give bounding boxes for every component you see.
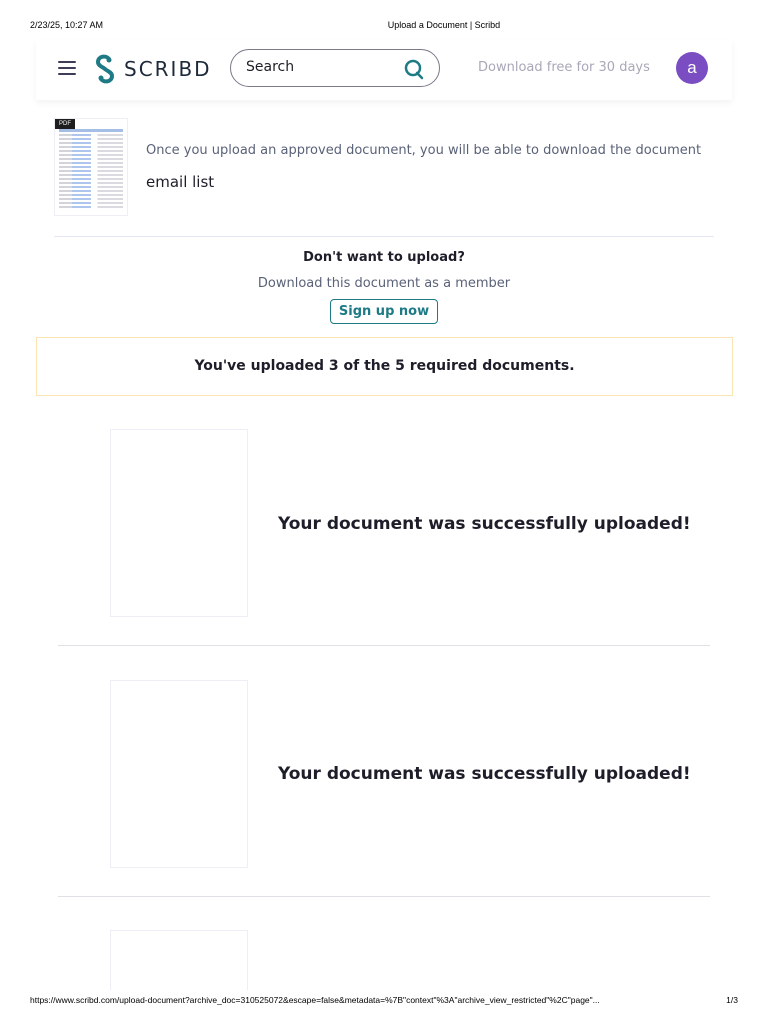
print-header: [0, 20, 768, 32]
member-prompt: [0, 250, 768, 324]
thumbnail-preview: [59, 129, 123, 210]
sign-up-button[interactable]: Sign up now: [330, 299, 438, 324]
search-input[interactable]: [246, 59, 396, 75]
upload-thumbnail: [110, 680, 248, 868]
divider: [58, 645, 710, 646]
upload-success-message: Your document was successfully uploaded!: [278, 764, 691, 784]
document-thumbnail[interactable]: [54, 118, 128, 216]
divider: [58, 896, 710, 897]
member-prompt-heading: Don't want to upload?: [303, 250, 465, 265]
pdf-badge: PDF: [55, 119, 75, 129]
user-avatar[interactable]: a: [676, 52, 708, 84]
print-page-number: 1/3: [726, 995, 738, 1005]
document-row: [54, 118, 714, 218]
search-icon[interactable]: [403, 58, 425, 80]
upload-progress-banner: You've uploaded 3 of the 5 required documents.: [36, 337, 733, 396]
scribd-logo-icon: [94, 54, 116, 84]
upload-thumbnail: [110, 930, 248, 990]
scribd-logo[interactable]: [94, 52, 212, 86]
logo-text: SCRIBD: [124, 57, 212, 81]
print-url: https://www.scribd.com/upload-document?archive_doc=310525072&escape=false&metadata=%7B"context"%3A"archive_view_restricted"%2C"page"...: [30, 995, 600, 1005]
print-page-title: Upload a Document | Scribd: [387, 20, 501, 30]
hamburger-icon[interactable]: [58, 61, 76, 75]
upload-item: [58, 930, 710, 990]
print-datetime: 2/23/25, 10:27 AM: [30, 20, 104, 30]
upload-item: [58, 429, 710, 679]
upload-thumbnail: [110, 429, 248, 617]
document-info-text: Once you upload an approved document, you will be able to download the document: [146, 143, 702, 158]
top-navbar: [36, 40, 732, 100]
upload-success-message: Your document was successfully uploaded!: [278, 514, 691, 534]
member-prompt-subtext: Download this document as a member: [257, 276, 511, 291]
search-box[interactable]: [230, 49, 440, 87]
divider: [54, 236, 714, 237]
document-title: email list: [146, 173, 215, 191]
upload-item: [58, 680, 710, 930]
download-free-link[interactable]: Download free for 30 days: [478, 60, 650, 75]
